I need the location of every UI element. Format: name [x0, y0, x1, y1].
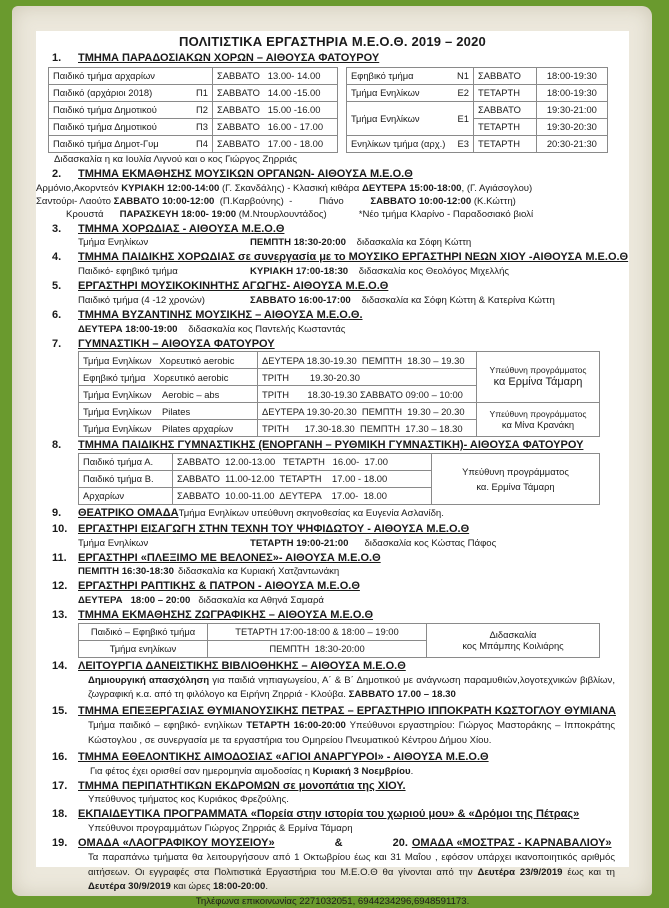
table-row: Τμήμα Ενηλίκων Pilates ΔΕΥΤΕΡΑ 19.30-20.30 ΠΕΜΠΤΗ 19.30 – 20.30 Υπεύθυνη προγράμματος κα Μίνα Κρανάκη — [79, 403, 600, 420]
table-row: Αρχαρίων ΣΑΒΒΑΤΟ 10.00-11.00 ΔΕΥΤΕΡΑ 17.00- 18.00 — [79, 488, 600, 505]
section-title: ΤΜΗΜΑ ΒΥΖΑΝΤΙΝΗΣ ΜΟΥΣΙΚΗΣ – ΑΙΘΟΥΣΑ Μ.Ε.Ο.Θ. — [78, 308, 363, 321]
section-number: 11. — [52, 551, 67, 564]
table-row: Τμήμα Ενηλίκων Ε1 ΣΑΒΒΑΤΟ 19:30-21:00 — [347, 102, 608, 119]
section-number: 12. — [52, 580, 68, 593]
section-number: 13. — [52, 609, 68, 622]
section-number: 18. — [52, 808, 68, 821]
section-5-heading — [36, 280, 629, 294]
page-title: ΠΟΛΙΤΙΣΤΙΚΑ ΕΡΓΑΣΤΗΡΙΑ Μ.Ε.Ο.Θ. 2019 – 2020 — [179, 34, 486, 49]
dance-table-adults — [346, 67, 608, 153]
table-row: ΤΕΤΑΡΤΗ 19:30-20:30 — [347, 119, 608, 136]
section-13-heading — [36, 609, 629, 623]
section-10-heading — [36, 523, 629, 537]
table-row: Τμήμα ενηλίκων ΠΕΜΠΤΗ 18:30-20:00 — [79, 640, 600, 657]
table-row: Εφηβικό τμήμα Χορευτικό aerobic ΤΡΙΤΗ 19.30-20.30 — [79, 369, 600, 386]
education-programs-note: Υπεύθυνοι προγραμμάτων Γιώργος Ζηρριάς & Ερμίνα Τάμαρη — [88, 822, 353, 834]
section-12-heading — [36, 580, 629, 594]
table-row: Παιδικό – Εφηβικό τμήμα ΤΕΤΑΡΤΗ 17:00-18:00 & 18:00 – 19:00 Διδασκαλία κος Μπάμπης Κοιλιάρης — [79, 623, 600, 640]
section-number: 2. — [52, 167, 62, 180]
section-number: 16. — [52, 750, 68, 763]
table-row: Παιδικό τμήμα Δημοτικού Π3 ΣΑΒΒΑΤΟ 16.00 - 17.00 — [49, 119, 338, 136]
section-18-heading — [36, 808, 629, 822]
section-9-heading — [36, 507, 629, 521]
hiking-note: Υπεύθυνος τμήματος κος Κυριάκος Φρεζούλης. — [88, 794, 289, 806]
table-row: Τμήμα Ενηλίκων Ε2 ΤΕΤΑΡΤΗ 18:00-19:30 — [347, 85, 608, 102]
blood-donation-note: Για φέτος έχει ορισθεί σαν ημερομηνία αιμοδοσίας η Κυριακή 3 Νοεμβρίου. — [90, 765, 414, 777]
section-3-heading — [36, 223, 629, 237]
section-title: ΤΜΗΜΑ ΠΑΡΑΔΟΣΙΑΚΩΝ ΧΟΡΩΝ – ΑΙΘΟΥΣΑ ΦΑΤΟΥΡΟΥ — [78, 52, 380, 65]
table-row: Ενηλίκων τμήμα (αρχ.) Ε3 ΤΕΤΑΡΤΗ 20:30-21:30 — [347, 136, 608, 153]
section-number: 8. — [52, 439, 62, 452]
section-1-heading — [36, 52, 629, 66]
dance-teachers-note: Διδασκαλία η κα Ιουλία Λιγνού και ο κος Γιώργος Ζηρριάς — [54, 154, 297, 165]
sewing-schedule: ΔΕΥΤΕΡΑ 18:00 – 20:00 διδασκαλία κα Αθηνά Σαμαρά — [78, 595, 324, 607]
section-title: ΕΡΓΑΣΤΗΡΙ «ΠΛΕΞΙΜΟ ΜΕ ΒΕΛΟΝΕΣ»- ΑΙΘΟΥΣΑ Μ.Ε.Ο.Θ — [78, 551, 381, 564]
section-number: 14. — [52, 659, 68, 672]
section-title: ΓΥΜΝΑΣΤΙΚΗ – ΑΙΘΟΥΣΑ ΦΑΤΟΥΡΟΥ — [78, 337, 275, 350]
children-gym-responsible: Υπεύθυνη προγράμματος κα. Ερμίνα Τάμαρη — [432, 454, 600, 505]
choir-schedule: Τμήμα Ενηλίκων ΠΕΜΠΤΗ 18:30-20:00 διδασκαλία κα Σόφη Κώττη — [78, 237, 472, 249]
table-row: Παιδικό τμήμα Δημοτικού Π2 ΣΑΒΒΑΤΟ 15.00 -16.00 — [49, 102, 338, 119]
registration-info: Τα παραπάνω τμήματα θα λειτουργήσουν από 1 Οκτωβρίου έως και 31 Μαΐου , εφόσον υπάρχει ικανοποιητικός αριθμός αιτήσεων. Οι εγγραφές στα Πολιτιστικά Εργαστήρια του Μ.Ε.Ο.Θ θα γίνονται από την Δευτέρα 23/9/2019 έως και τη Δευτέρα 30/9/2019 και ώρες 18:00-20:00. — [88, 851, 616, 893]
section-title: ΤΜΗΜΑ ΠΑΙΔΙΚΗΣ ΧΟΡΩΔΙΑΣ σε συνεργασία με το ΜΟΥΣΙΚΟ ΕΡΓΑΣΤΗΡΙ ΝΕΩΝ ΧΙΟΥ -ΑΙΘΟΥΣΑ Μ.Ε.Ο.Θ — [78, 251, 629, 264]
section-number: 9. — [52, 507, 62, 520]
section-11-heading — [36, 552, 629, 566]
section-title: ΤΜΗΜΑ ΧΟΡΩΔΙΑΣ - ΑΙΘΟΥΣΑ Μ.Ε.Ο.Θ — [78, 222, 285, 235]
section-number: 3. — [52, 222, 62, 235]
byzantine-schedule: ΔΕΥΤΕΡΑ 18:00-19:00 διδασκαλία κος Παντελής Κωσταντάς — [78, 323, 346, 335]
dance-table-children — [48, 67, 338, 153]
painting-teacher: Διδασκαλία κος Μπάμπης Κοιλιάρης — [427, 623, 600, 657]
section-17-heading — [36, 780, 629, 794]
library-description: Δημιουργική απασχόληση για παιδιά νηπιαγωγείου, Α΄ & Β΄ Δημοτικού με ανάγνωση παραμυθιών,λογοτεχνικών βιβλίων, ζωγραφική κ.α. από τη φιλόλογο κα Ειρήνη Ζηρριά - Κλούβα. ΣΑΒΒΑΤΟ 17.00 – 18.30 — [88, 674, 615, 701]
table-row: Τμήμα Ενηλίκων Aerobic – abs ΤΡΙΤΗ 18.30-19.30 ΣΑΒΒΑΤΟ 09:00 – 10:00 — [79, 386, 600, 403]
section-title: ΛΕΙΤΟΥΡΓΙΑ ΔΑΝΕΙΣΤΙΚΗΣ ΒΙΒΛΙΟΘΗΚΗΣ – ΑΙΘΟΥΣΑ Μ.Ε.Ο.Θ — [78, 659, 406, 672]
section-number: 1. — [52, 52, 62, 65]
table-row: Παιδικό τμήμα Δημοτ-Γυμ Π4 ΣΑΒΒΑΤΟ 17.00 - 18.00 — [49, 136, 338, 153]
knitting-schedule: ΠΕΜΠΤΗ 16:30-18:30 διδασκαλία κα Κυριακή Χατζαντωνάκη — [78, 566, 340, 578]
children-gymnastics-table — [78, 453, 600, 505]
contact-phones: Τηλέφωνα επικοινωνίας 2271032051, 6944234296,6948591173. — [195, 896, 470, 908]
section-8-heading — [36, 439, 629, 453]
table-row: Εφηβικό τμήμα Ν1 ΣΑΒΒΑΤΟ 18:00-19:30 — [347, 68, 608, 85]
section-title: ΟΜΑΔΑ «ΜΟΣΤΡΑΣ - ΚΑΡΝΑΒΑΛΙΟΥ» — [411, 836, 612, 849]
stone-workshop-description: Τμήμα παιδικό – εφηβικό- ενηλίκων ΤΕΤΑΡΤΗ 16:00-20:00 Υπεύθυνοι εργαστηρίου: Γιώργος Μαστοράκης – Ιπποκράτης Κώστογλου , σε συνεργασία με τα εργαστήρια του Ομηρείου Πνευματικού Κέντρου Δήμου Χίου. — [88, 720, 616, 746]
section-title: ΕΡΓΑΣΤΗΡΙ ΕΙΣΑΓΩΓΗ ΣΤΗΝ ΤΕΧΝΗ ΤΟΥ ΨΗΦΙΔΩΤΟΥ - ΑΙΘΟΥΣΑ Μ.Ε.Ο.Θ — [78, 522, 470, 535]
section-number: 17. — [52, 779, 68, 792]
table-row: Τμήμα Ενηλίκων Χορευτικό aerobic ΔΕΥΤΕΡΑ 18.30-19.30 ΠΕΜΠΤΗ 18.30 – 19.30 Υπεύθυνη προγράμματος κα Ερμίνα Τάμαρη — [79, 352, 600, 369]
instruments-line-1: Αρμόνιο,Ακορντεόν ΚΥΡΙΑΚΗ 12:00-14:00 (Γ. Σκανδάλης) - Κλασική κιθάρα ΔΕΥΤΕΡΑ 15:00-18:00, (Γ. Αγιάσογλου) — [36, 182, 533, 194]
children-choir-schedule: Παιδικό- εφηβικό τμήμα ΚΥΡΙΑΚΗ 17:00-18:30 διδασκαλία κος Θεολόγος Μιχελλής — [78, 266, 510, 278]
gym-responsible-1: Υπεύθυνη προγράμματος κα Ερμίνα Τάμαρη — [477, 352, 600, 403]
gymnastics-table — [78, 351, 600, 437]
section-number: 5. — [52, 280, 62, 293]
music-movement-schedule: Παιδικό τμήμα (4 -12 χρονών) ΣΑΒΒΑΤΟ 16:00-17:00 διδασκαλία κα Σόφη Κώττη & Κατερίνα Κώττη — [78, 294, 555, 306]
section-title: ΕΡΓΑΣΤΗΡΙ ΡΑΠΤΙΚΗΣ & ΠΑΤΡΟΝ - ΑΙΘΟΥΣΑ Μ.Ε.Ο.Θ — [78, 580, 360, 593]
section-title: ΤΜΗΜΑ ΕΠΕΞΕΡΓΑΣΙΑΣ ΘΥΜΙΑΝΟΥΣΙΚΗΣ ΠΕΤΡΑΣ – ΕΡΓΑΣΤΗΡΙΟ ΙΠΠΟΚΡΑΤΗ ΚΩΣΤΟΓΛΟΥ ΘΥΜΙΑΝΑ — [78, 705, 616, 718]
table-row: Παιδικό τμήμα Β. ΣΑΒΒΑΤΟ 11.00-12.00 ΤΕΤΑΡΤΗ 17.00 - 18.00 — [79, 471, 600, 488]
section-title: ΤΜΗΜΑ ΠΕΡΙΠΑΤΗΤΙΚΩΝ ΕΚΔΡΟΜΩΝ σε μονοπάτια της ΧΙΟΥ. — [78, 779, 406, 792]
table-row: Παιδικό τμήμα αρχαρίων ΣΑΒΒΑΤΟ 13.00- 14.00 — [49, 68, 338, 85]
dance-tables — [48, 67, 629, 153]
section-2-heading — [36, 168, 629, 182]
section-number: 15. — [52, 705, 68, 718]
section-number: 6. — [52, 308, 62, 321]
table-row: Τμήμα Ενηλίκων Pilates αρχαρίων ΤΡΙΤΗ 17.30-18.30 ΠΕΜΠΤΗ 17.30 – 18.30 — [79, 420, 600, 437]
section-15-heading — [36, 705, 629, 719]
section-title: ΕΚΠΑΙΔΕΥΤΙΚΑ ΠΡΟΓΡΑΜΜΑΤΑ «Πορεία στην ιστορία του χωριού μου» & «Δρόμοι της Πέτρας» — [78, 808, 580, 821]
table-row: Παιδικό τμήμα Α. ΣΑΒΒΑΤΟ 12.00-13.00 ΤΕΤΑΡΤΗ 16.00- 17.00 Υπεύθυνη προγράμματος κα. Ερμίνα Τάμαρη — [79, 454, 600, 471]
section-title: ΘΕΑΤΡΙΚΟ ΟΜΑΔΑ — [78, 507, 179, 520]
section-6-heading — [36, 309, 629, 323]
section-14-heading — [36, 660, 629, 674]
section-number: 10. — [52, 522, 68, 535]
ampersand: & — [334, 836, 343, 849]
section-16-heading — [36, 751, 629, 765]
theatre-description: Τμήμα Ενηλίκων υπεύθυνη σκηνοθεσίας κα Ευγενία Ασλανίδη. — [178, 508, 444, 520]
section-title: ΕΡΓΑΣΤΗΡΙ ΜΟΥΣΙΚΟΚΙΝΗΤΗΣ ΑΓΩΓΗΣ- ΑΙΘΟΥΣΑ Μ.Ε.Ο.Θ — [78, 280, 389, 293]
gym-responsible-2: Υπεύθυνη προγράμματος κα Μίνα Κρανάκη — [477, 403, 600, 437]
section-4-heading — [36, 251, 629, 265]
section-title: ΟΜΑΔΑ «ΛΑΟΓΡΑΦΙΚΟΥ ΜΟΥΣΕΙΟΥ» — [78, 836, 275, 849]
table-row: Παιδικό (αρχάριοι 2018) Π1 ΣΑΒΒΑΤΟ 14.00 -15.00 — [49, 85, 338, 102]
section-number: 19. — [52, 836, 68, 849]
instruments-line-2: Σαντούρι- Λαούτο ΣΑΒΒΑΤΟ 10:00-12:00 (Π.Καρβούνης) - Πιάνο ΣΑΒΒΑΤΟ 10:00-12:00 (Κ.Κώττη) — [36, 195, 516, 207]
section-number: 7. — [52, 337, 62, 350]
section-number: 20. — [392, 836, 408, 849]
section-title: ΤΜΗΜΑ ΠΑΙΔΙΚΗΣ ΓΥΜΝΑΣΤΙΚΗΣ (ΕΝΟΡΓΑΝΗ – ΡΥΘΜΙΚΗ ΓΥΜΝΑΣΤΙΚΗ)- ΑΙΘΟΥΣΑ ΦΑΤΟΥΡΟΥ — [78, 439, 584, 452]
section-19-20-heading — [36, 837, 629, 851]
section-title: ΤΜΗΜΑ ΕΘΕΛΟΝΤΙΚΗΣ ΑΙΜΟΔΟΣΙΑΣ «ΑΓΙΟΙ ΑΝΑΡΓΥΡΟΙ» - ΑΙΘΟΥΣΑ Μ.Ε.Ο.Θ — [78, 750, 489, 763]
section-7-heading — [36, 338, 629, 352]
mosaic-schedule: Τμήμα Ενηλίκων ΤΕΤΑΡΤΗ 19:00-21:00 διδασκαλία κος Κώστας Πάφος — [78, 537, 497, 549]
painting-table — [78, 623, 600, 658]
instruments-line-3: Κρουστά ΠΑΡΑΣΚΕΥΗ 18:00- 19:00 (Μ.Ντουρλουντάδος) *Νέο τμήμα Κλαρίνο - Παραδοσιακό βιολί — [66, 208, 534, 220]
document-sheet — [36, 31, 629, 908]
section-number: 4. — [52, 251, 62, 264]
section-title: ΤΜΗΜΑ ΕΚΜΑΘΗΣΗΣ ΜΟΥΣΙΚΩΝ ΟΡΓΑΝΩΝ- ΑΙΘΟΥΣΑ Μ.Ε.Ο.Θ — [78, 167, 413, 180]
section-title: ΤΜΗΜΑ ΕΚΜΑΘΗΣΗΣ ΖΩΓΡΑΦΙΚΗΣ – ΑΙΘΟΥΣΑ Μ.Ε.Ο.Θ — [78, 609, 374, 622]
